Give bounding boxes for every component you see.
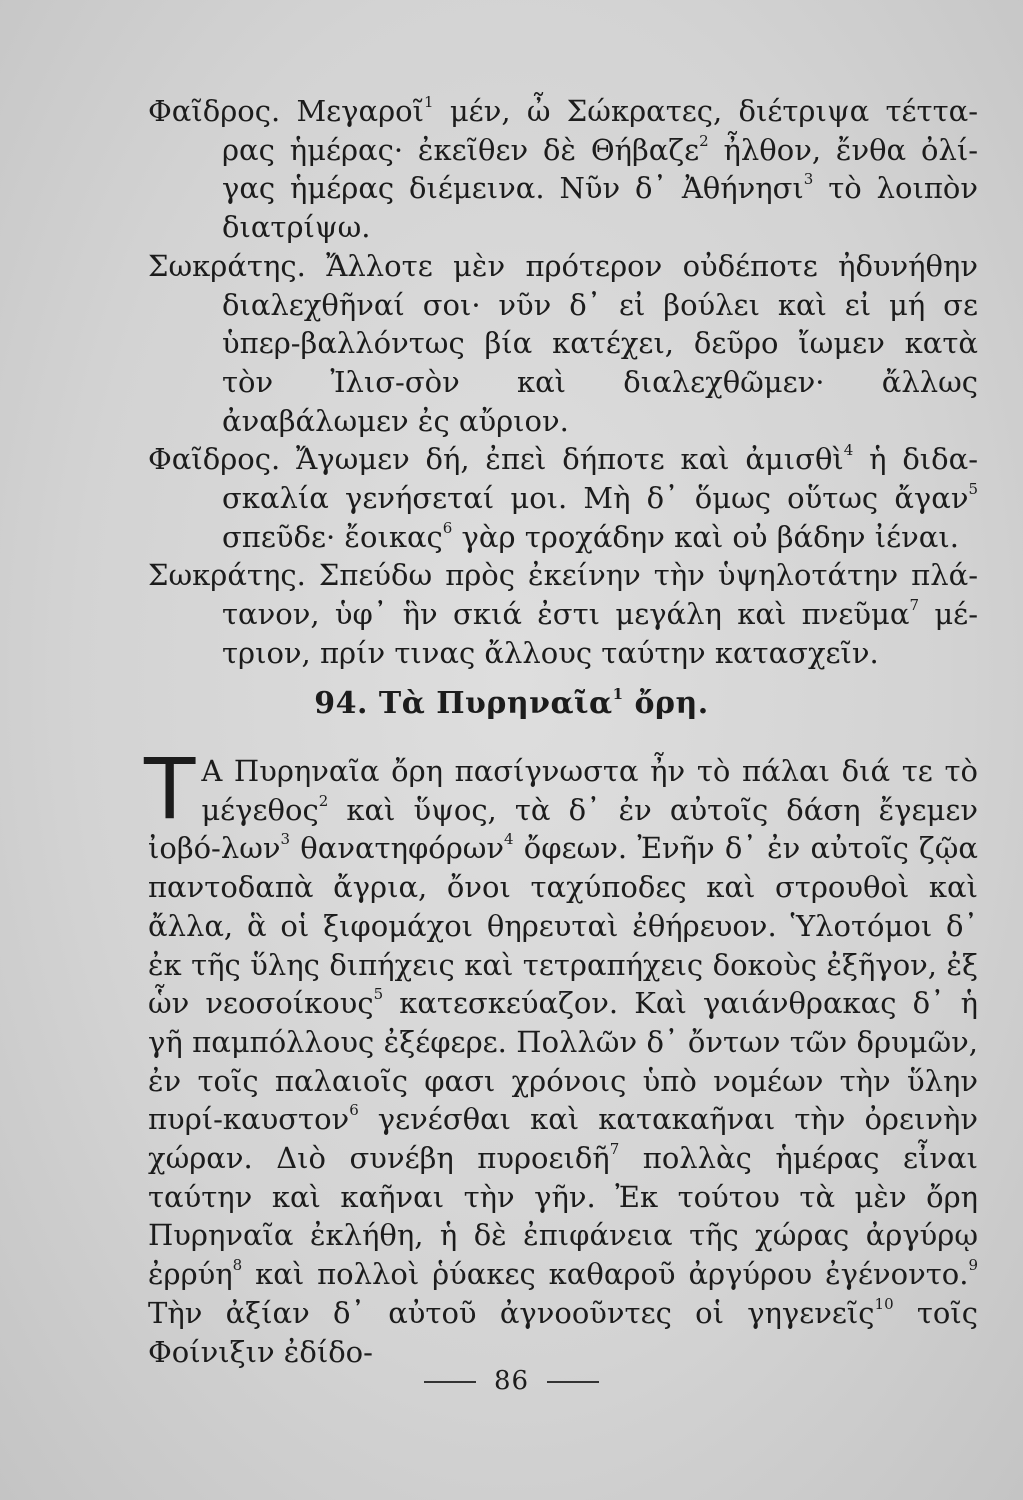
text-run: ἡ διδα-σκαλία γενήσεταί μοι. Μὴ δ᾽ ὅμως οὕτως ἄγαν [222, 442, 978, 516]
dialogue-line [148, 247, 978, 441]
footnote-marker: 4 [504, 830, 514, 849]
footnote-marker: 10 [874, 1294, 894, 1313]
chapter-body [144, 740, 978, 1371]
dialogue-line [148, 556, 978, 672]
heading-tail: ὄρη. [623, 686, 709, 721]
dialogue-line [148, 92, 978, 247]
footnote-marker: 3 [803, 170, 814, 189]
drop-cap: T [144, 740, 196, 838]
footnote-marker: 1 [423, 93, 434, 111]
page-number-text: 86 [493, 1366, 530, 1396]
footnote-marker: 7 [909, 596, 919, 615]
footnote-marker: 9 [968, 1256, 978, 1275]
text-run: πολλὰς ἡμέρας εἶναι ταύτην καὶ καῆναι τὴν γῆν. Ἐκ τούτου τὰ μὲν ὄρη Πυρηναῖα ἐκλήθη, ἡ δὲ ἐπιφάνεια τῆς χώρας ἀργύρῳ ἐρρύη [148, 1141, 978, 1292]
text-run: Ἄλλοτε μὲν πρότερον οὐδέποτε ἠδυνήθην διαλεχθῆναί σοι· νῦν δ᾽ εἰ βούλει καὶ εἰ μή σε ὑπερ-βαλλόντως βία κατέχει, δεῦρο ἴωμεν κατὰ τὸν Ἰλισ-σὸν καὶ διαλεχθῶμεν· ἄλλως ἀναβάλωμεν ἐς αὔριον. [222, 248, 978, 438]
text-run: Α Πυρηναῖα ὄρη πασίγνωστα ἦν τὸ πάλαι διά τε τὸ μέγεθος [201, 754, 978, 827]
text-run: ἦλθον, ἔνθα ὀλί-γας ἡμέρας διέμεινα. Νῦν δ᾽ Ἀθήνησι [222, 132, 978, 206]
footnote-marker: 1 [612, 685, 624, 703]
text-run: τοῖς Φοίνιξιν ἐδίδο- [148, 1295, 978, 1369]
speaker-name: Σωκράτης. [148, 558, 306, 593]
dialogue-section [148, 92, 978, 673]
chapter-heading [0, 686, 1023, 721]
text-run: μέ-τριον, πρίν τινας ἄλλους ταύτην κατασχεῖν. [222, 597, 978, 670]
dash-left [424, 1381, 476, 1383]
speaker-name: Φαῖδρος. [148, 442, 281, 477]
text-run: κατεσκεύαζον. Καὶ γαιάνθρακας δ᾽ ἡ γῆ παμπόλλους ἐξέφερε. Πολλῶν δ᾽ ὄντων τῶν δρυμῶν, ἐν τοῖς παλαιοῖς φασι χρόνοις ὑπὸ νομέων τὴν ὕλην πυρί-καυστον [148, 986, 978, 1137]
footnote-marker: 3 [280, 830, 291, 849]
heading-text: 94. Τὰ Πυρηναῖα [314, 686, 613, 721]
text-run: Ἄγωμεν δή, ἐπεὶ δήποτε καὶ ἀμισθὶ [280, 442, 844, 477]
footnote-marker: 4 [843, 441, 854, 460]
footnote-marker: 2 [699, 131, 709, 150]
text-run: σπεῦδε· ἔοικας [222, 519, 443, 554]
text-run: Σπεύδω πρὸς ἐκείνην τὴν ὑψηλοτάτην πλά-τανον, ὑφ᾽ ἣν σκιά ἐστι μεγάλη καὶ πνεῦμα [222, 558, 978, 632]
footnote-marker: 7 [609, 1140, 620, 1159]
text-run: καὶ πολλοὶ ῥύακες καθαροῦ ἀργύρου ἐγένοντο. [242, 1257, 969, 1292]
speaker-name: Φαῖδρος. [148, 94, 281, 128]
text-run: καὶ ὕψος, τὰ δ᾽ ἐν αὐτοῖς δάση ἔγεμεν ἰοβό-λων [148, 792, 978, 866]
dialogue-line [148, 440, 978, 556]
chapter-paragraph [144, 740, 978, 1371]
text-run: γενέσθαι καὶ κατακαῆναι τὴν ὀρεινὴν χώραν. Διὸ συνέβη πυροειδῆ [148, 1102, 978, 1176]
speaker-name: Σωκράτης. [148, 248, 306, 283]
footnote-marker: 6 [349, 1101, 359, 1120]
text-run: Τὴν ἀξίαν δ᾽ αὐτοῦ ἀγνοοῦντες οἱ γηγενεῖς [148, 1295, 875, 1330]
text-run: Μεγαροῖ [280, 94, 424, 128]
text-run: γὰρ τροχάδην καὶ οὐ βάδην ἰέναι. [452, 519, 959, 554]
dash-right [547, 1381, 599, 1383]
text-run: ὄφεων. Ἐνῆν δ᾽ ἐν αὐτοῖς ζῷα παντοδαπὰ ἄγρια, ὄνοι ταχύποδες καὶ στρουθοὶ καὶ ἄλλα, ἃ οἱ ξιφομάχοι θηρευταὶ ἐθήρευον. Ὑλοτόμοι δ᾽ ἐκ τῆς ὕλης διπήχεις καὶ τετραπήχεις δοκοὺς ἐξῆγον, ἐξ ὧν νεοσοίκους [148, 831, 978, 1021]
text-run: μέν, ὦ Σώκρατες, διέτριψα τέττα-ρας ἡμέρας· ἐκεῖθεν δὲ Θήβαζε [222, 94, 978, 167]
footnote-marker: 2 [318, 791, 329, 810]
footnote-marker: 8 [232, 1256, 243, 1275]
footnote-marker: 6 [442, 518, 453, 537]
footnote-marker: 5 [968, 480, 978, 499]
footnote-marker: 5 [373, 985, 384, 1004]
text-run: τὸ λοιπὸν διατρίψω. [222, 171, 978, 245]
text-run: θανατηφόρων [290, 831, 505, 866]
page-number [0, 1366, 1023, 1396]
